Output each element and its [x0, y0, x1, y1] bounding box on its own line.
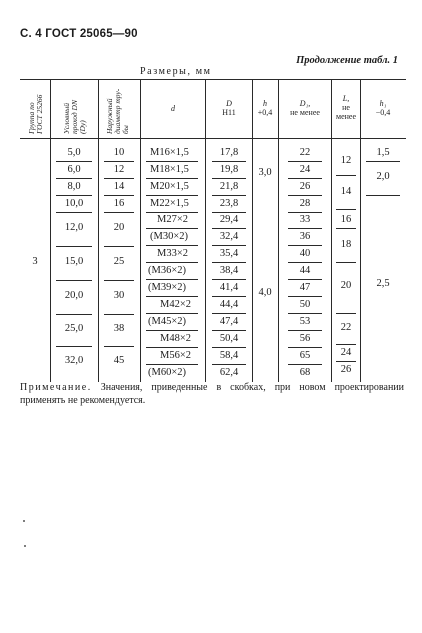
cell-D: 41,4	[219, 282, 239, 293]
cell-h1: 1,5	[376, 147, 390, 158]
cell-thread: M20×1,5	[150, 181, 189, 192]
row-separator	[288, 313, 322, 314]
cell-D1: 53	[299, 316, 311, 327]
header-group: Группа по ГОСТ 25266	[27, 94, 44, 134]
row-separator	[288, 364, 322, 365]
row-separator	[146, 364, 198, 365]
table-top-border	[20, 79, 406, 80]
row-separator	[146, 296, 198, 297]
cell-dn: 10,0	[64, 198, 84, 209]
row-separator	[56, 161, 92, 162]
row-separator	[336, 209, 356, 210]
row-separator	[146, 212, 198, 213]
cell-D: 21,8	[219, 181, 239, 192]
cell-h: 3,0	[258, 167, 272, 178]
cell-thread: M22×1,5	[150, 198, 189, 209]
column-divider	[360, 79, 361, 382]
row-separator	[56, 314, 92, 315]
row-separator	[212, 330, 246, 331]
row-separator	[366, 161, 400, 162]
column-divider	[50, 79, 51, 382]
cell-D1: 24	[299, 164, 311, 175]
table-header-bottom-border	[20, 138, 406, 139]
cell-pipe: 12	[113, 164, 125, 175]
row-separator	[212, 279, 246, 280]
cell-dn: 32,0	[64, 355, 84, 366]
row-separator	[146, 195, 198, 196]
header-h1: h₁ −0,4	[375, 99, 391, 117]
row-separator	[104, 161, 134, 162]
cell-thread: (M30×2)	[150, 231, 189, 242]
scan-speck	[24, 545, 26, 547]
cell-D: 47,4	[219, 316, 239, 327]
column-divider	[140, 79, 141, 382]
row-separator	[146, 330, 198, 331]
cell-thread: M56×2	[160, 350, 192, 361]
row-separator	[104, 280, 134, 281]
cell-group: 3	[32, 256, 38, 267]
row-separator	[146, 228, 198, 229]
cell-dn: 15,0	[64, 256, 84, 267]
cell-dn: 25,0	[64, 323, 84, 334]
row-separator	[104, 195, 134, 196]
cell-D1: 28	[299, 198, 311, 209]
scan-speck	[23, 520, 25, 522]
cell-D1: 22	[299, 147, 311, 158]
cell-D: 62,4	[219, 367, 239, 378]
cell-thread: (M39×2)	[148, 282, 187, 293]
cell-D1: 56	[299, 333, 311, 344]
header-nominal-bore: Условный проход DN (Dy)	[62, 100, 87, 134]
cell-dn: 6,0	[67, 164, 81, 175]
cell-h1: 2,5	[376, 278, 390, 289]
cell-thread: M18×1,5	[150, 164, 189, 175]
row-separator	[288, 195, 322, 196]
header-h: h +0,4	[257, 99, 273, 117]
cell-h1: 2,0	[376, 171, 390, 182]
row-separator	[336, 344, 356, 345]
cell-L: 22	[340, 322, 352, 333]
cell-D: 23,8	[219, 198, 239, 209]
cell-D: 35,4	[219, 248, 239, 259]
cell-pipe: 10	[113, 147, 125, 158]
cell-D: 19,8	[219, 164, 239, 175]
header-D1: D₁, не менее	[290, 99, 320, 117]
row-separator	[212, 313, 246, 314]
row-separator	[336, 262, 356, 263]
cell-pipe: 38	[113, 323, 125, 334]
cell-L: 24	[340, 347, 352, 358]
cell-D: 29,4	[219, 214, 239, 225]
page-header: С. 4 ГОСТ 25065—90	[20, 28, 138, 40]
cell-D1: 44	[299, 265, 311, 276]
row-separator	[212, 364, 246, 365]
cell-D1: 40	[299, 248, 311, 259]
cell-L: 16	[340, 214, 352, 225]
column-divider	[278, 79, 279, 382]
cell-thread: M48×2	[160, 333, 192, 344]
cell-thread: (M45×2)	[148, 316, 187, 327]
cell-thread: M33×2	[157, 248, 189, 259]
cell-L: 12	[340, 155, 352, 166]
row-separator	[336, 313, 356, 314]
row-separator	[146, 178, 198, 179]
header-pipe-diameter: Наружный диаметр тру- бы	[105, 88, 130, 134]
row-separator	[146, 313, 198, 314]
row-separator	[104, 314, 134, 315]
row-separator	[288, 262, 322, 263]
cell-D: 58,4	[219, 350, 239, 361]
cell-pipe: 45	[113, 355, 125, 366]
row-separator	[146, 262, 198, 263]
cell-thread: (M60×2)	[148, 367, 187, 378]
row-separator	[146, 161, 198, 162]
cell-D1: 68	[299, 367, 311, 378]
note-text: Значения, приведенные в скобках, при новом проектировании применять не рекомендуется.	[20, 382, 405, 406]
row-separator	[336, 175, 356, 176]
cell-thread: M27×2	[157, 214, 189, 225]
row-separator	[104, 346, 134, 347]
column-divider	[205, 79, 206, 382]
header-thread-d: d	[171, 104, 175, 113]
row-separator	[56, 346, 92, 347]
row-separator	[212, 228, 246, 229]
cell-dn: 5,0	[67, 147, 81, 158]
row-separator	[288, 296, 322, 297]
row-separator	[212, 178, 246, 179]
cell-D: 50,4	[219, 333, 239, 344]
column-divider	[331, 79, 332, 382]
cell-D1: 50	[299, 299, 311, 310]
row-separator	[104, 246, 134, 247]
row-separator	[146, 245, 198, 246]
cell-D1: 47	[299, 282, 311, 293]
row-separator	[366, 195, 400, 196]
row-separator	[212, 245, 246, 246]
header-L: L, не менее	[336, 94, 356, 121]
cell-pipe: 14	[113, 181, 125, 192]
note-label: Примечание.	[20, 382, 92, 393]
cell-thread: M42×2	[160, 299, 192, 310]
column-divider	[98, 79, 99, 382]
row-separator	[104, 212, 134, 213]
row-separator	[212, 296, 246, 297]
cell-pipe: 25	[113, 256, 125, 267]
table-units-caption: Размеры, мм	[140, 66, 212, 77]
row-separator	[146, 279, 198, 280]
cell-thread: M16×1,5	[150, 147, 189, 158]
cell-pipe: 16	[113, 198, 125, 209]
cell-D: 17,8	[219, 147, 239, 158]
row-separator	[288, 212, 322, 213]
row-separator	[56, 212, 92, 213]
column-divider	[252, 79, 253, 382]
row-separator	[288, 279, 322, 280]
row-separator	[288, 161, 322, 162]
cell-D1: 33	[299, 214, 311, 225]
cell-L: 26	[340, 364, 352, 375]
cell-L: 14	[340, 186, 352, 197]
row-separator	[56, 246, 92, 247]
cell-D1: 26	[299, 181, 311, 192]
row-separator	[212, 212, 246, 213]
cell-h: 4,0	[258, 287, 272, 298]
row-separator	[104, 178, 134, 179]
cell-L: 18	[340, 239, 352, 250]
row-separator	[212, 195, 246, 196]
cell-dn: 20,0	[64, 290, 84, 301]
row-separator	[288, 347, 322, 348]
row-separator	[288, 330, 322, 331]
row-separator	[336, 361, 356, 362]
cell-D1: 65	[299, 350, 311, 361]
row-separator	[56, 195, 92, 196]
row-separator	[212, 262, 246, 263]
cell-D1: 36	[299, 231, 311, 242]
row-separator	[212, 161, 246, 162]
table-continuation-label: Продолжение табл. 1	[296, 55, 398, 66]
cell-D: 38,4	[219, 265, 239, 276]
row-separator	[212, 347, 246, 348]
cell-pipe: 30	[113, 290, 125, 301]
row-separator	[288, 245, 322, 246]
table-note	[20, 381, 404, 407]
row-separator	[336, 228, 356, 229]
row-separator	[56, 280, 92, 281]
header-D: D H11	[222, 99, 236, 117]
cell-thread: (M36×2)	[148, 265, 187, 276]
cell-pipe: 20	[113, 222, 125, 233]
row-separator	[288, 178, 322, 179]
cell-D: 44,4	[219, 299, 239, 310]
cell-dn: 8,0	[67, 181, 81, 192]
row-separator	[56, 178, 92, 179]
row-separator	[146, 347, 198, 348]
row-separator	[288, 228, 322, 229]
cell-D: 32,4	[219, 231, 239, 242]
cell-dn: 12,0	[64, 222, 84, 233]
cell-L: 20	[340, 280, 352, 291]
